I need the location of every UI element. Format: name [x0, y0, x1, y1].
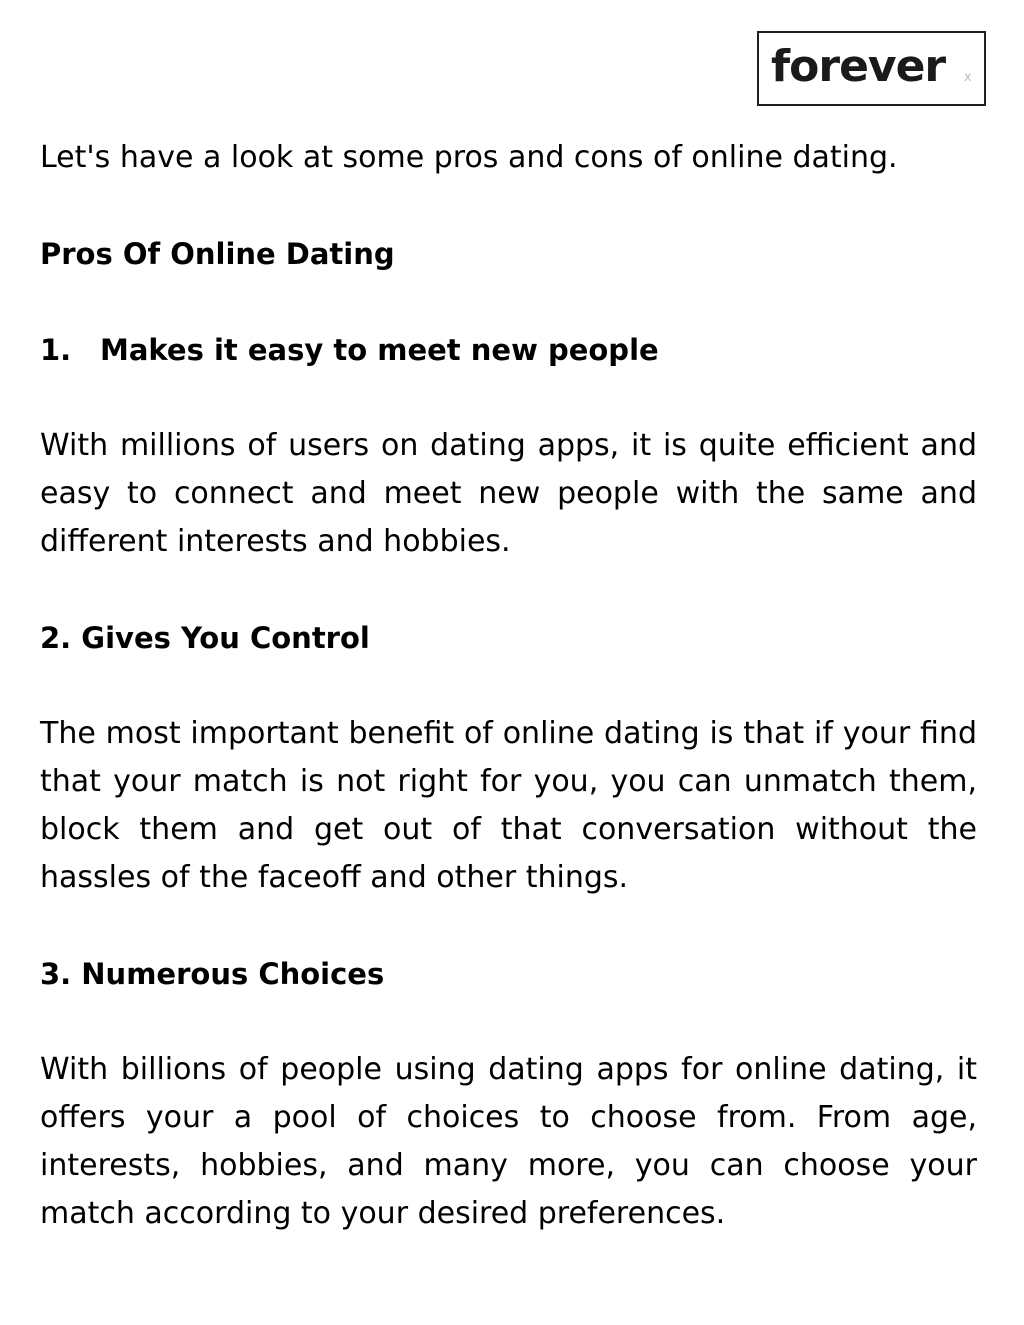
item-heading-2: 2. Gives You Control [40, 621, 370, 655]
item-body-2: The most important benefit of online dating is that if your find that your match is not right for you, you can unmatch them, block them and get out of that conversation without the hassles of the faceoff and other things. [40, 716, 977, 895]
item-heading-3: 3. Numerous Choices [40, 957, 385, 991]
item-number-1: 1. [40, 333, 72, 367]
document-body [40, 134, 977, 1286]
item-body-1: With millions of users on dating apps, it is quite efficient and easy to connect and meet new people with the same and different interests and hobbies. [40, 428, 977, 559]
section-title: Pros Of Online Dating [40, 237, 395, 271]
forever-logo [757, 31, 986, 106]
item-heading-1 [40, 326, 977, 374]
item-heading-text-1: Makes it easy to meet new people [100, 333, 659, 367]
logo-mark: x [964, 70, 972, 85]
intro-paragraph: Let's have a look at some pros and cons of online dating. [40, 140, 898, 175]
item-body-3: With billions of people using dating apps for online dating, it offers your a pool of choices to choose from. From age, interests, hobbies, and many more, you can choose your match according to your desired preferences. [40, 1052, 977, 1231]
logo-wordmark: forever [771, 41, 946, 92]
